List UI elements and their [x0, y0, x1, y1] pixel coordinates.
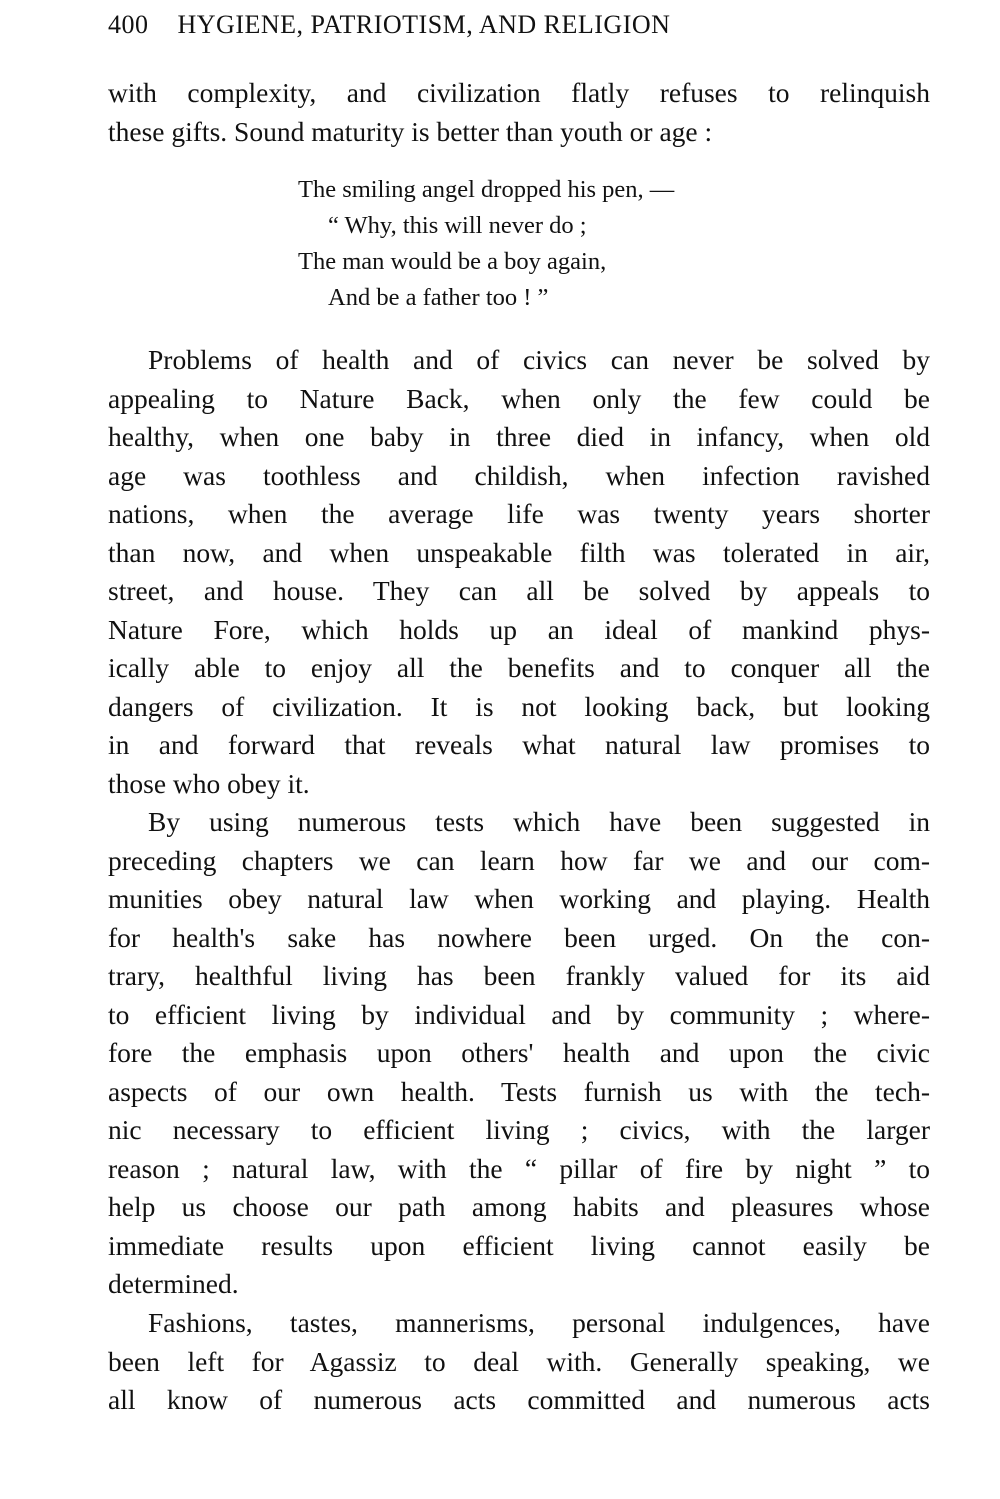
running-title: HYGIENE, PATRIOTISM, AND RELIGION — [177, 10, 671, 39]
text-line: immediate results upon efficient living cannot easily be — [108, 1229, 930, 1261]
text-line: trary, healthful living has been frankly valued for its aid — [108, 960, 930, 991]
text-line: ically able to enjoy all the benefits and to conquer all the — [108, 652, 930, 683]
paragraph-problems-of-health — [108, 341, 930, 803]
poem-line: “ Why, this will never do ; — [328, 212, 587, 239]
text-line: help us choose our path among habits and pleasures whose — [108, 1191, 930, 1222]
text-line: in and forward that reveals what natural law promises to — [108, 729, 930, 760]
text-line: than now, and when unspeakable filth was tolerated in air, — [108, 536, 930, 568]
paragraph-fashions — [108, 1304, 930, 1420]
text-line: reason ; natural law, with the “ pillar of fire by night ” to — [108, 1152, 930, 1184]
text-line: street, and house. They can all be solved by appeals to — [108, 575, 930, 606]
text-line: munities obey natural law when working and playing. Health — [108, 883, 930, 914]
text-line: healthy, when one baby in three died in infancy, when old — [108, 421, 930, 452]
text-line: dangers of civilization. It is not looking back, but looking — [108, 690, 930, 722]
poem-line: The smiling angel dropped his pen, — — [298, 176, 675, 203]
text-line: for health's sake has nowhere been urged. On the con- — [108, 921, 930, 953]
text-line: these gifts. Sound maturity is better than youth or age : — [108, 115, 713, 147]
text-line: Nature Fore, which holds up an ideal of mankind phys- — [108, 613, 930, 645]
text-line: By using numerous tests which have been suggested in — [148, 806, 930, 837]
text-line: preceding chapters we can learn how far we and our com- — [108, 844, 930, 876]
poem-quotation — [298, 172, 674, 316]
text-line: Problems of health and of civics can never be solved by — [148, 344, 930, 375]
text-line: appealing to Nature Back, when only the few could be — [108, 382, 930, 414]
text-line: Fashions, tastes, mannerisms, personal indulgences, have — [148, 1307, 930, 1338]
running-header — [108, 10, 670, 40]
text-line: fore the emphasis upon others' health and upon the civic — [108, 1037, 930, 1068]
text-line: determined. — [108, 1268, 239, 1299]
text-line: nations, when the average life was twenty years shorter — [108, 498, 930, 529]
page-number: 400 — [108, 10, 149, 39]
text-line: all know of numerous acts committed and numerous acts — [108, 1384, 930, 1415]
opening-text — [108, 74, 930, 151]
text-line: age was toothless and childish, when infection ravished — [108, 459, 930, 491]
paragraph-by-using-tests — [108, 803, 930, 1304]
text-line: those who obey it. — [108, 767, 310, 799]
poem-line: And be a father too ! ” — [328, 284, 549, 311]
text-line: aspects of our own health. Tests furnish us with the tech- — [108, 1075, 930, 1107]
text-line: nic necessary to efficient living ; civics, with the larger — [108, 1114, 930, 1145]
text-line: to efficient living by individual and by community ; where- — [108, 998, 930, 1030]
text-line: with complexity, and civilization flatly refuses to relinquish — [108, 77, 930, 108]
text-line: been left for Agassiz to deal with. Generally speaking, we — [108, 1345, 930, 1377]
poem-line: The man would be a boy again, — [298, 248, 607, 275]
